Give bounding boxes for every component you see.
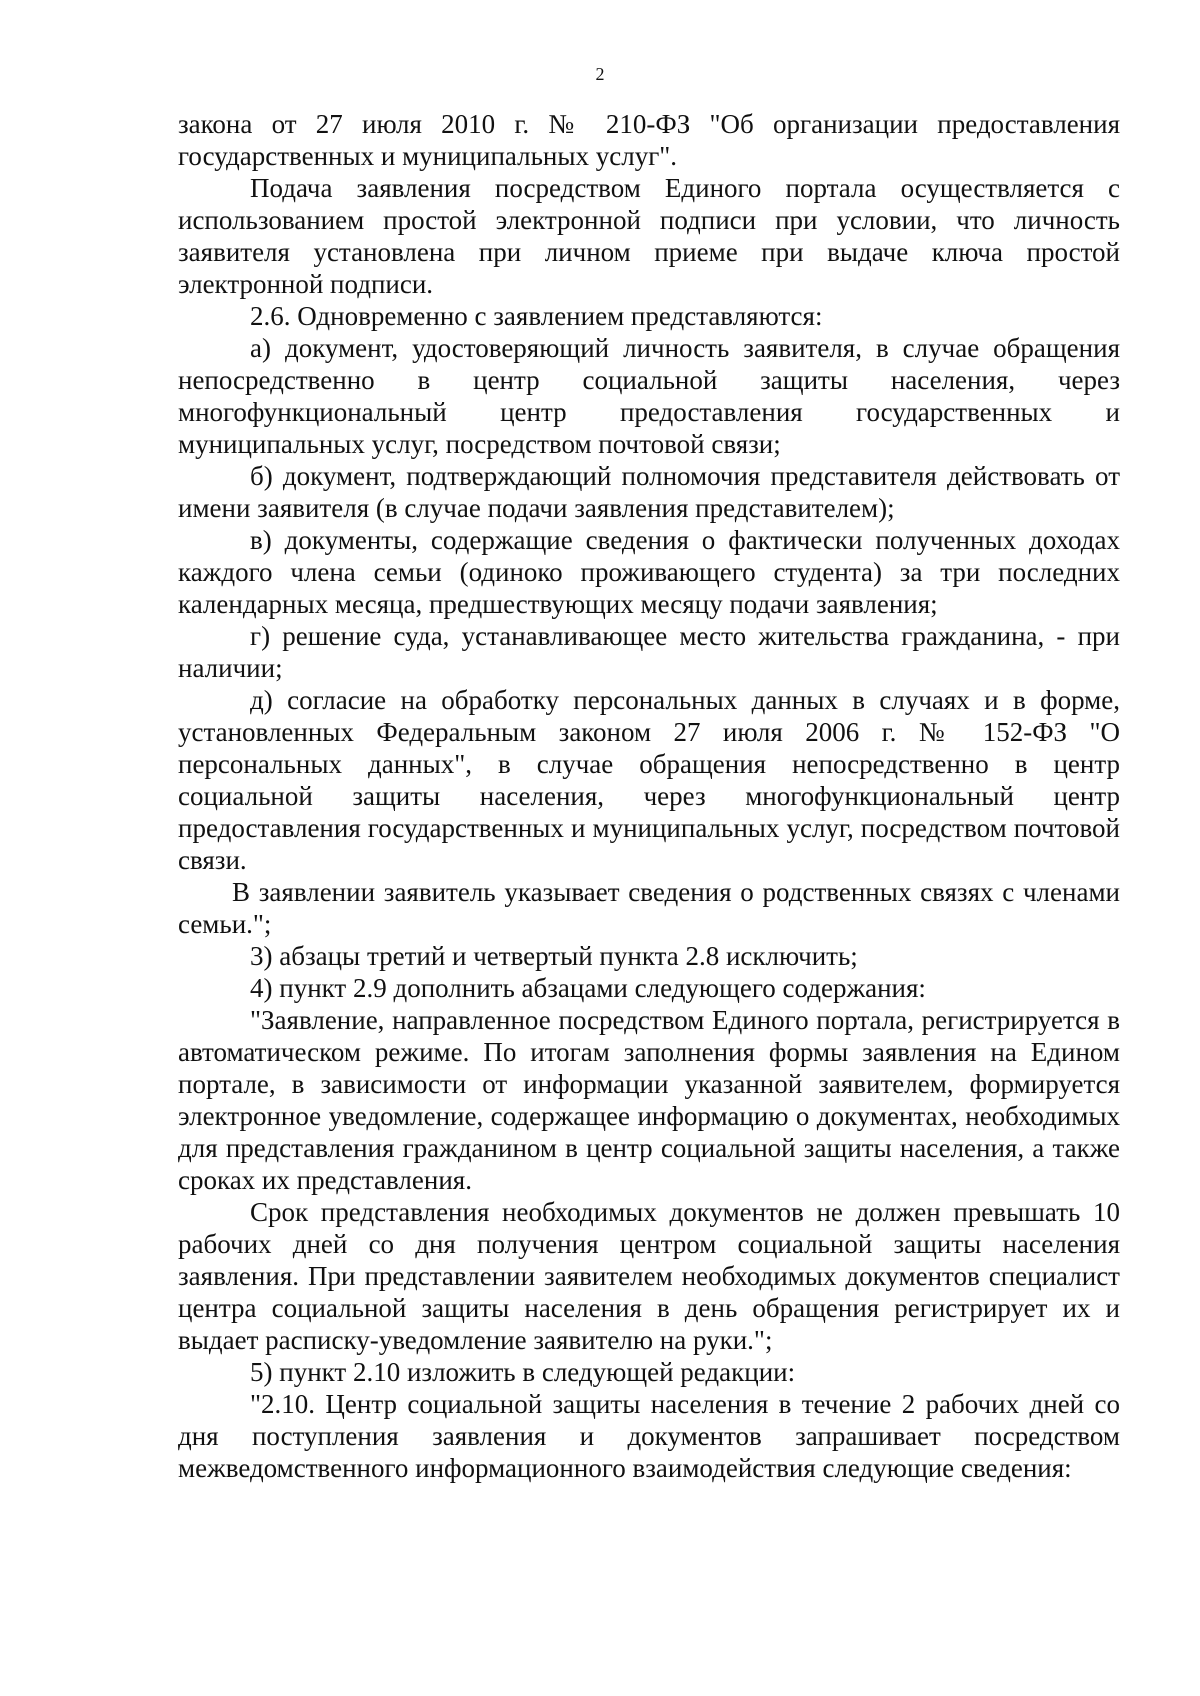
paragraph: 5) пункт 2.10 изложить в следующей редакции: xyxy=(250,1357,796,1387)
paragraph: в) документы, содержащие сведения о фактически полученных доходах каждого члена семьи (одиноко проживающего студента) за три последних календарных месяца, предшествующих месяцу подачи заявления; xyxy=(178,525,1120,619)
paragraph: д) согласие на обработку персональных данных в случаях и в форме, установленных Федеральным законом 27 июля 2006 г. № 152-ФЗ "О персональных данных", в случае обращения непосредственно в центр социальной защиты населения, через многофункциональный центр предоставления государственных и муниципальных услуг, посредством почтовой связи. xyxy=(178,685,1120,875)
paragraph: г) решение суда, устанавливающее место жительства гражданина, - при наличии; xyxy=(178,621,1120,683)
paragraph: Срок представления необходимых документов не должен превышать 10 рабочих дней со дня получения центром социальной защиты населения заявления. При представлении заявителем необходимых документов специалист центра социальной защиты населения в день обращения регистрирует их и выдает расписку-уведомление заявителю на руки."; xyxy=(178,1197,1120,1355)
paragraph: Подача заявления посредством Единого портала осуществляется с использованием простой электронной подписи при условии, что личность заявителя установлена при личном приеме при выдаче ключа простой электронной подписи. xyxy=(178,173,1120,299)
page-number: 2 xyxy=(595,64,605,84)
paragraph: б) документ, подтверждающий полномочия представителя действовать от имени заявителя (в случае подачи заявления представителем); xyxy=(178,461,1120,523)
paragraph: "Заявление, направленное посредством Единого портала, регистрируется в автоматическом режиме. По итогам заполнения формы заявления на Едином портале, в зависимости от информации указанной заявителем, формируется электронное уведомление, содержащее информацию о документах, необходимых для представления гражданином в центр социальной защиты населения, а также сроках их представления. xyxy=(178,1005,1120,1195)
paragraph: 2.6. Одновременно с заявлением представляются: xyxy=(250,301,823,331)
paragraph: 3) абзацы третий и четвертый пункта 2.8 исключить; xyxy=(250,941,858,971)
paragraph: 4) пункт 2.9 дополнить абзацами следующего содержания: xyxy=(250,973,926,1003)
paragraph: а) документ, удостоверяющий личность заявителя, в случае обращения непосредственно в центр социальной защиты населения, через многофункциональный центр предоставления государственных и муниципальных услуг, посредством почтовой связи; xyxy=(178,333,1120,459)
paragraph: В заявлении заявитель указывает сведения о родственных связях с членами семьи."; xyxy=(178,877,1120,939)
paragraph: закона от 27 июля 2010 г. № 210-ФЗ "Об организации предоставления государственных и муниципальных услуг". xyxy=(178,109,1120,171)
document-body xyxy=(178,108,1120,1484)
paragraph: "2.10. Центр социальной защиты населения в течение 2 рабочих дней со дня поступления заявления и документов запрашивает посредством межведомственного информационного взаимодействия следующие сведения: xyxy=(178,1389,1120,1483)
